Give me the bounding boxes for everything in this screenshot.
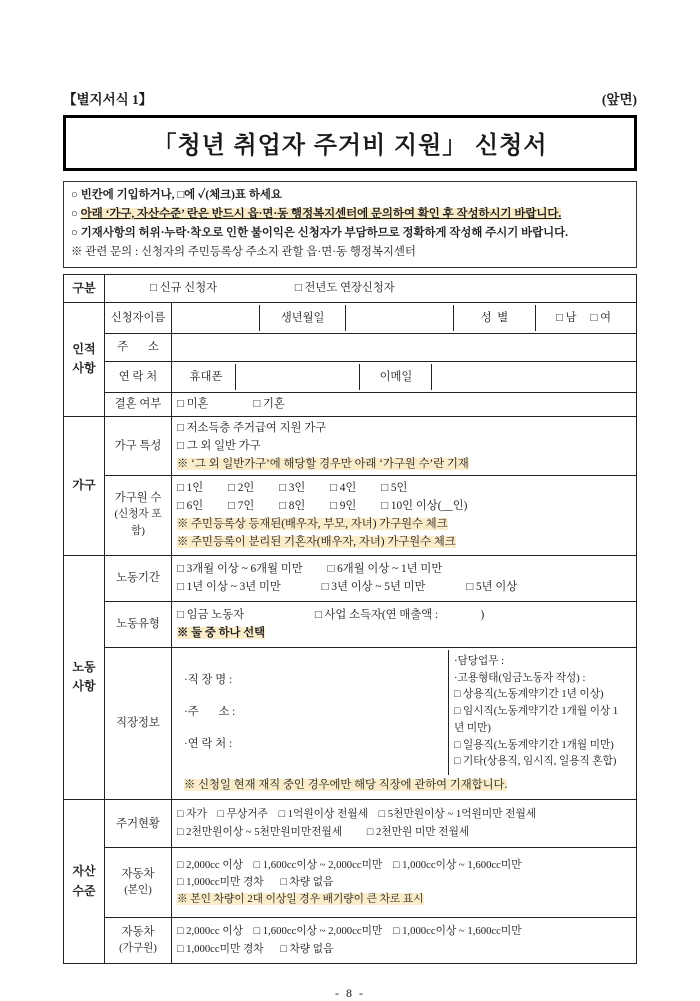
row-labor-period xyxy=(64,555,637,601)
checkbox-rent-50m-100m[interactable]: □ 5천만원이상 ~ 1억원미만 전월세 xyxy=(378,808,537,821)
row-household-members xyxy=(64,475,637,555)
marriage-options xyxy=(172,392,637,416)
household-members-label-main: 가구원 수 xyxy=(114,492,162,505)
checkbox-car-self-1000-1600cc[interactable]: □ 1,000cc이상 ~ 1,600cc미만 xyxy=(392,858,522,871)
row-assets-housing xyxy=(64,800,637,848)
checkbox-period-3y-5y[interactable]: □ 3년 이상 ~ 5년 미만 xyxy=(321,581,426,594)
checkbox-car-self-2000cc[interactable]: □ 2,000cc 이상 xyxy=(177,858,243,871)
checkbox-members-2[interactable]: □ 2인 xyxy=(228,482,255,495)
workplace-address-field[interactable]: ·주 소 : xyxy=(184,706,236,719)
checkbox-period-1y-3y[interactable]: □ 1년 이상 ~ 3년 미만 xyxy=(177,581,281,594)
notice-line-3: ○ 기재사항의 허위·누락·착오로 인한 불이익은 신청자가 부담하므로 정확하게 작성해 주시기 바랍니다. xyxy=(71,226,568,239)
labor-type-note: ※ 둘 중 하나 선택 xyxy=(177,627,266,640)
checkbox-members-4[interactable]: □ 4인 xyxy=(330,482,357,495)
checkbox-married[interactable]: □ 기혼 xyxy=(253,398,285,411)
checkbox-members-10plus[interactable]: □ 10인 이상(__인) xyxy=(381,500,468,513)
email-label: 이메일 xyxy=(359,364,431,390)
contact-label: 연 락 처 xyxy=(105,361,172,392)
page-number: - 8 - xyxy=(335,986,365,1001)
checkbox-new-applicant[interactable]: □ 신규 신청자 xyxy=(150,282,218,295)
household-members-options xyxy=(172,475,637,555)
row-personal-address xyxy=(64,333,637,361)
checkbox-wage-worker[interactable]: □ 임금 노동자 xyxy=(177,609,245,622)
workplace-duty-field[interactable]: ·담당업무 : xyxy=(454,655,505,667)
birth-date-label: 생년월일 xyxy=(259,305,345,331)
car-self-label-main: 자동차 xyxy=(121,868,155,881)
checkbox-members-5[interactable]: □ 5인 xyxy=(381,482,408,495)
checkbox-car-family-1000-1600cc[interactable]: □ 1,000cc이상 ~ 1,600cc미만 xyxy=(392,925,522,938)
row-labor-type xyxy=(64,601,637,647)
checkbox-period-5y-plus[interactable]: □ 5년 이상 xyxy=(466,581,518,594)
labor-type-label: 노동유형 xyxy=(105,601,172,647)
checkbox-temporary-worker[interactable]: □ 임시직(노동계약기간 1개월 이상 1년 미만) xyxy=(454,706,619,734)
household-trait-label: 가구 특성 xyxy=(105,416,172,475)
checkbox-daily-worker[interactable]: □ 일용직(노동계약기간 1개월 미만) xyxy=(454,739,614,751)
row-personal-name xyxy=(64,302,637,333)
checkbox-members-3[interactable]: □ 3인 xyxy=(279,482,306,495)
checkbox-free-residence[interactable]: □ 무상거주 xyxy=(217,808,268,821)
page-side-label: (앞면) xyxy=(601,92,637,107)
checkbox-single[interactable]: □ 미혼 xyxy=(177,398,209,411)
notice-line-2-mark: ○ xyxy=(71,207,81,220)
workplace-contact-field[interactable]: ·연 락 처 : xyxy=(184,738,233,751)
checkbox-car-family-2000cc[interactable]: □ 2,000cc 이상 xyxy=(177,925,243,938)
checkbox-members-8[interactable]: □ 8인 xyxy=(279,500,306,513)
applicant-name-input[interactable] xyxy=(177,305,259,331)
application-form-table xyxy=(63,274,637,964)
checkbox-car-family-under-1000cc[interactable]: □ 1,000cc미만 경차 xyxy=(177,942,264,955)
checkbox-gender-male[interactable]: □ 남 xyxy=(555,311,577,324)
row-personal-marriage xyxy=(64,392,637,416)
checkbox-other-worker[interactable]: □ 기타(상용직, 임시직, 일용직 혼합) xyxy=(454,756,617,768)
car-family-label-sub: (가구원) xyxy=(119,943,157,955)
marriage-label: 결혼 여부 xyxy=(105,392,172,416)
household-members-note-2: ※ 주민등록이 분리된 기혼자(배우자, 자녀) 가구원수 체크 xyxy=(177,536,456,549)
notice-line-2 xyxy=(71,205,629,224)
notice-box xyxy=(63,181,637,268)
labor-period-label: 노동기간 xyxy=(105,555,172,601)
gender-options xyxy=(535,305,631,331)
checkbox-low-income-housing[interactable]: □ 저소득층 주거급여 지원 가구 xyxy=(177,421,327,434)
checkbox-general-household[interactable]: □ 그 외 일반 가구 xyxy=(177,439,261,452)
row-assets-car-family xyxy=(64,918,637,964)
address-input[interactable] xyxy=(172,333,637,361)
car-self-options xyxy=(172,848,637,918)
checkbox-car-family-none[interactable]: □ 차량 없음 xyxy=(280,942,334,955)
applicant-name-label: 신청자이름 xyxy=(105,302,172,333)
labor-period-options xyxy=(172,555,637,601)
row-personal-contact xyxy=(64,361,637,392)
checkbox-rent-under-20m[interactable]: □ 2천만원 미만 전월세 xyxy=(366,825,470,838)
employment-type-label: ·고용형태(임금노동자 작성) : xyxy=(454,672,586,684)
form-title: 「청년 취업자 주거비 지원」 신청서 xyxy=(63,115,637,171)
workplace-right-fields xyxy=(448,650,631,775)
gender-label: 성 별 xyxy=(453,305,535,331)
personal-group-label: 인적사항 xyxy=(64,302,105,416)
gubun-label: 구분 xyxy=(64,274,105,302)
checkbox-members-7[interactable]: □ 7인 xyxy=(228,500,255,513)
checkbox-gender-female[interactable]: □ 여 xyxy=(590,311,612,324)
checkbox-members-1[interactable]: □ 1인 xyxy=(177,482,204,495)
checkbox-members-6[interactable]: □ 6인 xyxy=(177,500,204,513)
workplace-note: ※ 신청일 현재 재직 중인 경우에만 해당 직장에 관하여 기재합니다. xyxy=(184,779,508,792)
notice-line-1: ○ 빈칸에 기입하거나, □에 ✓(체크)표 하세요 xyxy=(71,189,282,201)
checkbox-period-3m-6m[interactable]: □ 3개월 이상 ~ 6개월 미만 xyxy=(177,563,303,576)
car-self-label xyxy=(105,848,172,918)
checkbox-own-house[interactable]: □ 자가 xyxy=(177,808,207,821)
housing-status-label: 주거현황 xyxy=(105,800,172,848)
car-family-options xyxy=(172,918,637,964)
housing-status-options xyxy=(172,800,637,848)
phone-label: 휴대폰 xyxy=(189,370,223,383)
page-header xyxy=(63,88,637,108)
workplace-info-block xyxy=(177,650,631,775)
household-trait-options xyxy=(172,416,637,475)
assets-group-label: 자산수준 xyxy=(64,800,105,964)
household-members-label xyxy=(105,475,172,555)
notice-line-4: ※ 관련 문의 : 신청자의 주민등록상 주소지 관할 읍·면·동 행정복지센터 xyxy=(71,245,416,258)
checkbox-period-6m-1y[interactable]: □ 6개월 이상 ~ 1년 미만 xyxy=(327,563,443,576)
workplace-name-field[interactable]: ·직 장 명 : xyxy=(184,674,233,687)
phone-input[interactable] xyxy=(235,364,359,390)
birth-date-input[interactable] xyxy=(345,305,453,331)
checkbox-rent-20m-50m[interactable]: □ 2천만원이상 ~ 5천만원미만전월세 xyxy=(177,825,343,838)
car-family-label-main: 자동차 xyxy=(121,926,155,939)
household-group-label: 가구 xyxy=(64,416,105,555)
notice-line-2-text: 아래 ‘가구, 자산수준’ 란은 반드시 읍·면·동 행정복지센터에 문의하여 확인 후 작성하시기 바랍니다. xyxy=(80,207,562,220)
checkbox-renewal-applicant[interactable]: □ 전년도 연장신청자 xyxy=(294,282,395,295)
email-input[interactable] xyxy=(431,364,631,390)
row-household-trait xyxy=(64,416,637,475)
row-labor-workplace xyxy=(64,647,637,799)
gubun-options xyxy=(105,274,637,302)
checkbox-car-self-1600-2000cc[interactable]: □ 1,600cc이상 ~ 2,000cc미만 xyxy=(253,858,383,871)
labor-group-label: 노동사항 xyxy=(64,555,105,799)
car-self-label-sub: (본인) xyxy=(124,885,152,897)
labor-type-options xyxy=(172,601,637,647)
car-family-label xyxy=(105,918,172,964)
address-label: 주 소 xyxy=(105,333,172,361)
checkbox-car-family-1600-2000cc[interactable]: □ 1,600cc이상 ~ 2,000cc미만 xyxy=(253,925,383,938)
household-members-label-sub: (신청자 포함) xyxy=(114,509,162,538)
checkbox-rent-over-100m[interactable]: □ 1억원이상 전월세 xyxy=(278,808,368,821)
household-trait-note: ※ ‘그 외 일반가구’에 해당할 경우만 아래 ‘가구원 수’란 기재 xyxy=(177,457,469,470)
checkbox-car-self-none[interactable]: □ 차량 없음 xyxy=(280,876,334,889)
household-members-note-1: ※ 주민등록상 등재된(배우자, 부모, 자녀) 가구원수 체크 xyxy=(177,518,448,531)
checkbox-business-income[interactable]: □ 사업 소득자(연 매출액 : ) xyxy=(314,609,485,622)
checkbox-regular-worker[interactable]: □ 상용직(노동계약기간 1년 이상) xyxy=(454,689,604,701)
checkbox-car-self-under-1000cc[interactable]: □ 1,000cc미만 경차 xyxy=(177,876,264,889)
row-assets-car-self xyxy=(64,848,637,918)
row-gubun xyxy=(64,274,637,302)
checkbox-members-9[interactable]: □ 9인 xyxy=(330,500,357,513)
car-self-note: ※ 본인 차량이 2대 이상일 경우 배기량이 큰 차로 표시 xyxy=(177,893,424,906)
workplace-note-line xyxy=(177,775,631,797)
form-code-label: 【별지서식 1】 xyxy=(63,92,153,107)
workplace-info-label: 직장정보 xyxy=(105,647,172,799)
workplace-left-fields xyxy=(177,650,448,775)
